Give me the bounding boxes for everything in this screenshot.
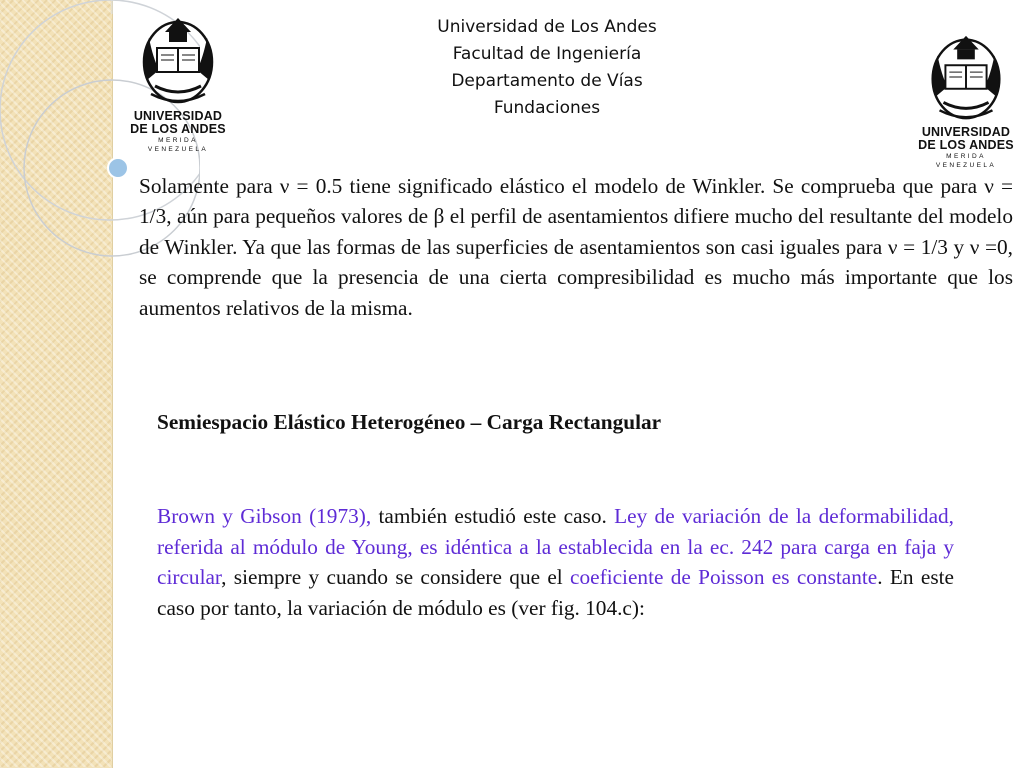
university-logo-left <box>130 10 226 154</box>
header-university: Universidad de Los Andes <box>437 17 657 37</box>
university-logo-right <box>918 28 1014 170</box>
highlight-deformability-law: Ley de variación de la deformabilidad, referida al módulo de Young, es idéntica a la establecida en la ec. 242 para carga en faja y circular <box>157 504 954 590</box>
header-course: Fundaciones <box>493 98 601 118</box>
paragraph-text: , siempre y cuando se considere que el <box>221 565 571 590</box>
header-department: Departamento de Vías <box>451 71 643 91</box>
logo-text-line2: DE LOS ANDES <box>918 138 1014 152</box>
brown-gibson-paragraph <box>157 501 954 623</box>
slide-header <box>382 14 712 122</box>
paragraph-text: también estudió este caso. <box>371 504 615 528</box>
logo-text-line3: MERIDA VENEZUELA <box>935 153 997 169</box>
logo-text-line2: DE LOS ANDES <box>130 122 226 136</box>
decorative-left-strip <box>0 0 113 768</box>
logo-text-line1: UNIVERSIDAD <box>133 109 223 123</box>
university-crest-icon <box>923 28 1009 126</box>
highlight-poisson: coeficiente de Poisson es constante <box>570 565 878 590</box>
header-faculty: Facultad de Ingeniería <box>452 44 642 64</box>
logo-text-line1: UNIVERSIDAD <box>921 125 1011 139</box>
highlight-citation: Brown y Gibson (1973), <box>157 504 372 528</box>
winkler-paragraph: Solamente para ν = 0.5 tiene significado elástico el modelo de Winkler. Se comprueba que para ν = 1/3, aún para pequeños valores de β el perfil de asentamientos difiere mucho del resultante del modelo de Winkler. Ya que las formas de las superficies de asentamientos son casi iguales para ν = 1/3 y ν =0, se comprende que la presencia de una cierta compresibilidad es mucho más importante que los aumentos relativos de la misma. <box>139 174 1013 320</box>
paragraph-text: . En este caso por tanto, la variación de módulo es (ver fig. 104.c): <box>157 565 954 620</box>
logo-text-line3: MERIDA VENEZUELA <box>147 137 209 153</box>
section-heading: Semiespacio Elástico Heterogéneo – Carga Rectangular <box>157 410 662 434</box>
university-crest-icon <box>135 10 221 110</box>
